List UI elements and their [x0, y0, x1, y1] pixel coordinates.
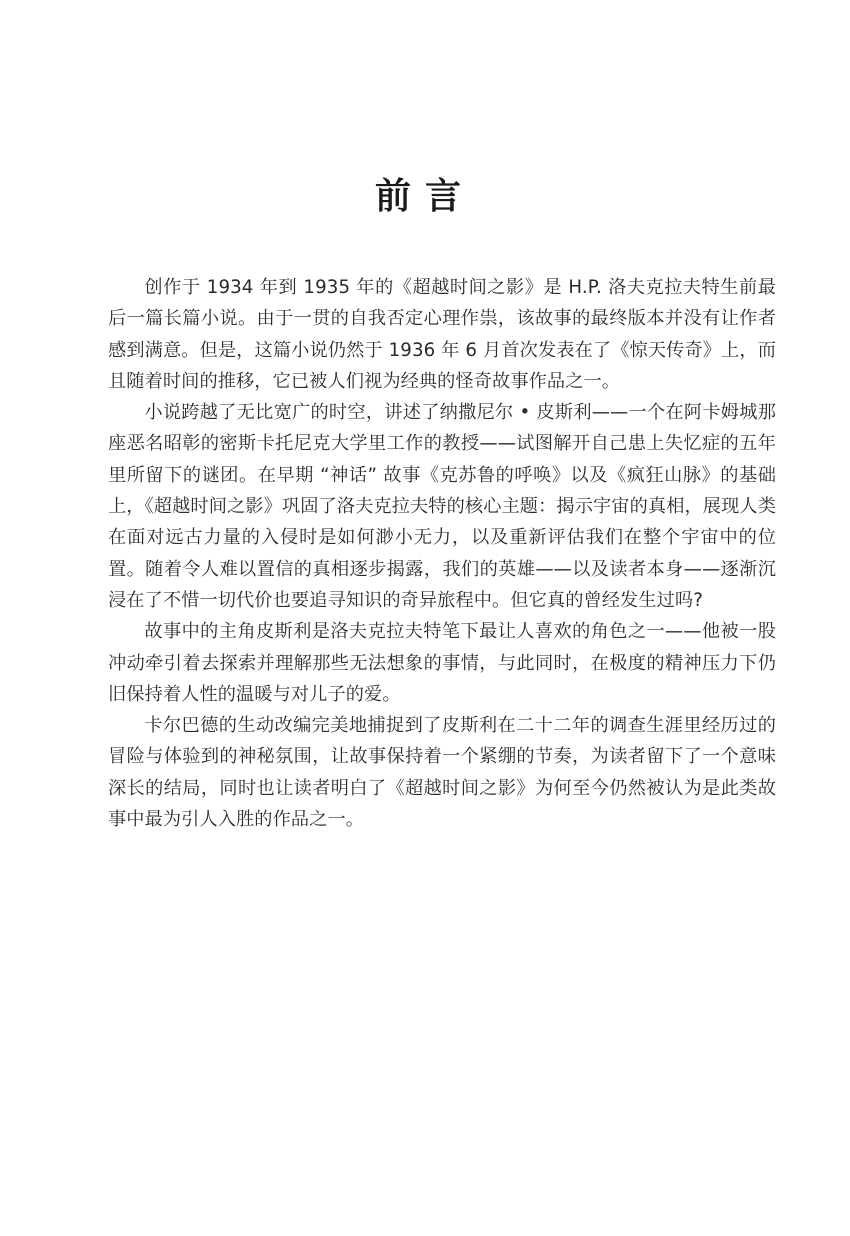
paragraph-1: 创作于 1934 年到 1935 年的《超越时间之影》是 H.P. 洛夫克拉夫特生前最后一篇长篇小说。由于一贯的自我否定心理作祟，该故事的最终版本并没有让作者感到满意。但是，这篇小说仍然于 1936 年 6 月首次发表在了《惊天传奇》上，而且随着时间的推移，它已被人们视为经典的怪奇故事作品之一。 [108, 277, 776, 392]
preface-body [108, 272, 776, 835]
page-title: 前言 [374, 176, 475, 217]
paragraph-2: 小说跨越了无比宽广的时空，讲述了纳撒尼尔 • 皮斯利——一个在阿卡姆城那座恶名昭彰的密斯卡托尼克大学里工作的教授——试图解开自己患上失忆症的五年里所留下的谜团。在早期 “神话” 故事《克苏鲁的呼唤》以及《疯狂山脉》的基础上，《超越时间之影》巩固了洛夫克拉夫特的核心主题：揭示宇宙的真相，展现人类在面对远古力量的入侵时是如何渺小无力，以及重新评估我们在整个宇宙中的位置。随着令人难以置信的真相逐步揭露，我们的英雄——以及读者本身——逐渐沉浸在了不惜一切代价也要追寻知识的奇异旅程中。但它真的曾经发生过吗? [108, 402, 776, 611]
paragraph-4: 卡尔巴德的生动改编完美地捕捉到了皮斯利在二十二年的调查生涯里经历过的冒险与体验到的神秘氛围，让故事保持着一个紧绷的节奏，为读者留下了一个意味深长的结局，同时也让读者明白了《超越时间之影》为何至今仍然被认为是此类故事中最为引人入胜的作品之一。 [108, 715, 776, 831]
paragraph-3: 故事中的主角皮斯利是洛夫克拉夫特笔下最让人喜欢的角色之一——他被一股冲动牵引着去探索并理解那些无法想象的事情，与此同时，在极度的精神压力下仍旧保持着人性的温暖与对儿子的爱。 [108, 621, 776, 705]
